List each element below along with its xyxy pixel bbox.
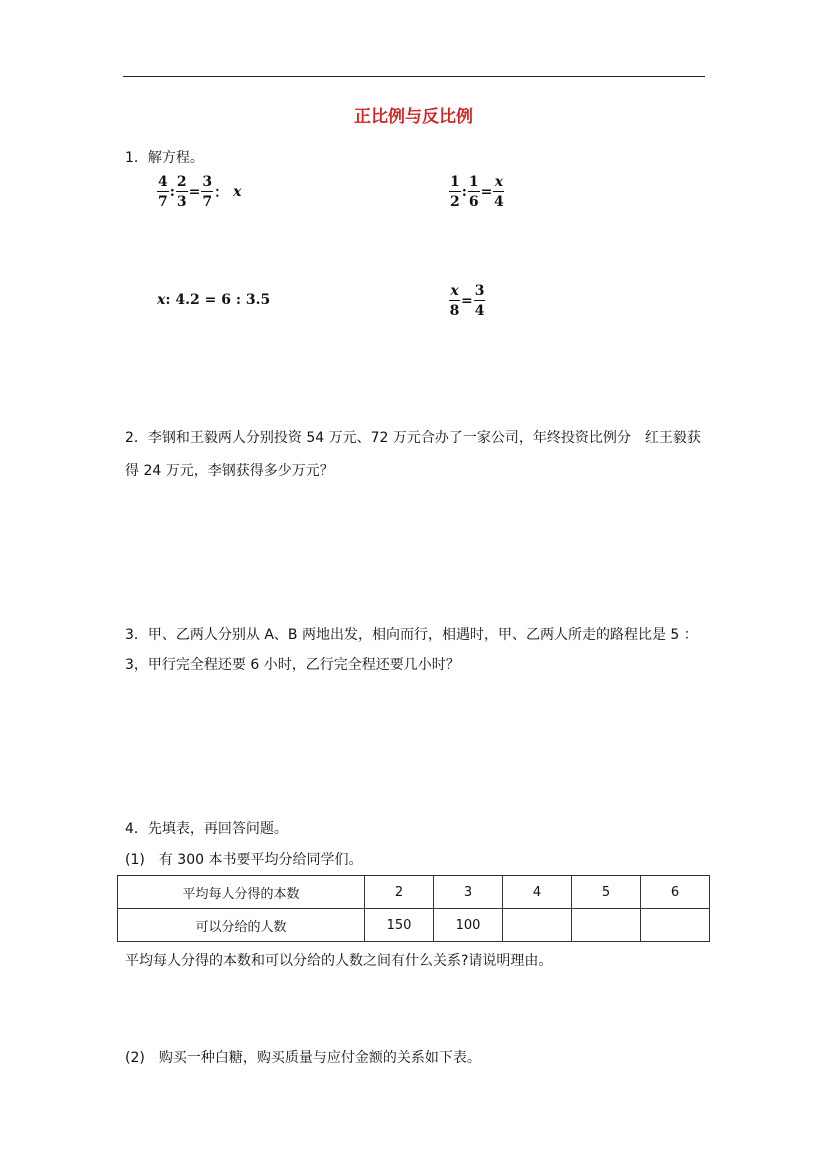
question-3-line-1: 3．甲、乙两人分别从 A、B 两地出发，相向而行，相遇时，甲、乙两人所走的路程比是 5 ： [125,627,698,643]
equation-d: $\frac{x}{8}$ = $\frac{3}{4}$ [449,283,485,319]
question-1-label: 1．解方程。 [125,150,204,166]
equation-a: $\frac{4}{7}$ : $\frac{2}{3}$ = $\frac{3}{7}$ ： x [158,174,242,210]
table-cell [641,909,710,942]
question-2-line-1: 2．李钢和王毅两人分别投资 54 万元、72 万元合办了一家公司，年终投资比例分 红王毅获 [125,430,701,446]
question-4-part-1-question: 平均每人分得的本数和可以分给的人数之间有什么关系?请说明理由。 [125,953,553,969]
table-cell: 100 [434,909,503,942]
table-cell: 可以分给的人数 [118,909,365,942]
books-table [117,875,710,942]
question-3-line-2: 3，甲行完全程还要 6 小时，乙行完全程还要几小时？ [125,657,460,673]
table-cell: 6 [641,876,710,909]
fraction: $\frac{2}{3}$ [176,174,187,210]
table-cell: 3 [434,876,503,909]
table-cell: 4 [503,876,572,909]
table-cell [572,909,641,942]
fraction: $\frac{3}{4}$ [474,283,485,319]
question-4-part-2: (2) 购买一种白糖，购买质量与应付金额的关系如下表。 [125,1050,481,1066]
fraction: $\frac{1}{2}$ [450,174,460,210]
question-2-line-2: 得 24 万元，李钢获得多少万元？ [125,463,334,479]
table-cell: 平均每人分得的本数 [118,876,365,909]
question-4-part-1: (1) 有 300 本书要平均分给同学们。 [125,852,363,868]
equation-c: x : 4.2 = 6 : 3.5 [157,292,271,308]
table-row [118,876,710,909]
table-cell: 2 [365,876,434,909]
fraction: $\frac{x}{4}$ [494,174,504,210]
table-row [118,909,710,942]
fraction: $\frac{x}{8}$ [449,283,460,319]
question-4-label: 4．先填表，再回答问题。 [125,821,288,837]
fraction: $\frac{3}{7}$ [202,174,213,210]
table-cell [503,909,572,942]
table-cell: 5 [572,876,641,909]
table-cell: 150 [365,909,434,942]
header-rule [123,76,705,77]
fraction: $\frac{1}{6}$ [468,174,479,210]
equation-b: $\frac{1}{2}$ : $\frac{1}{6}$ = $\frac{x}{4}$ [450,174,504,210]
fraction: $\frac{4}{7}$ [158,174,168,210]
page-title: 正比例与反比例 [354,107,473,127]
